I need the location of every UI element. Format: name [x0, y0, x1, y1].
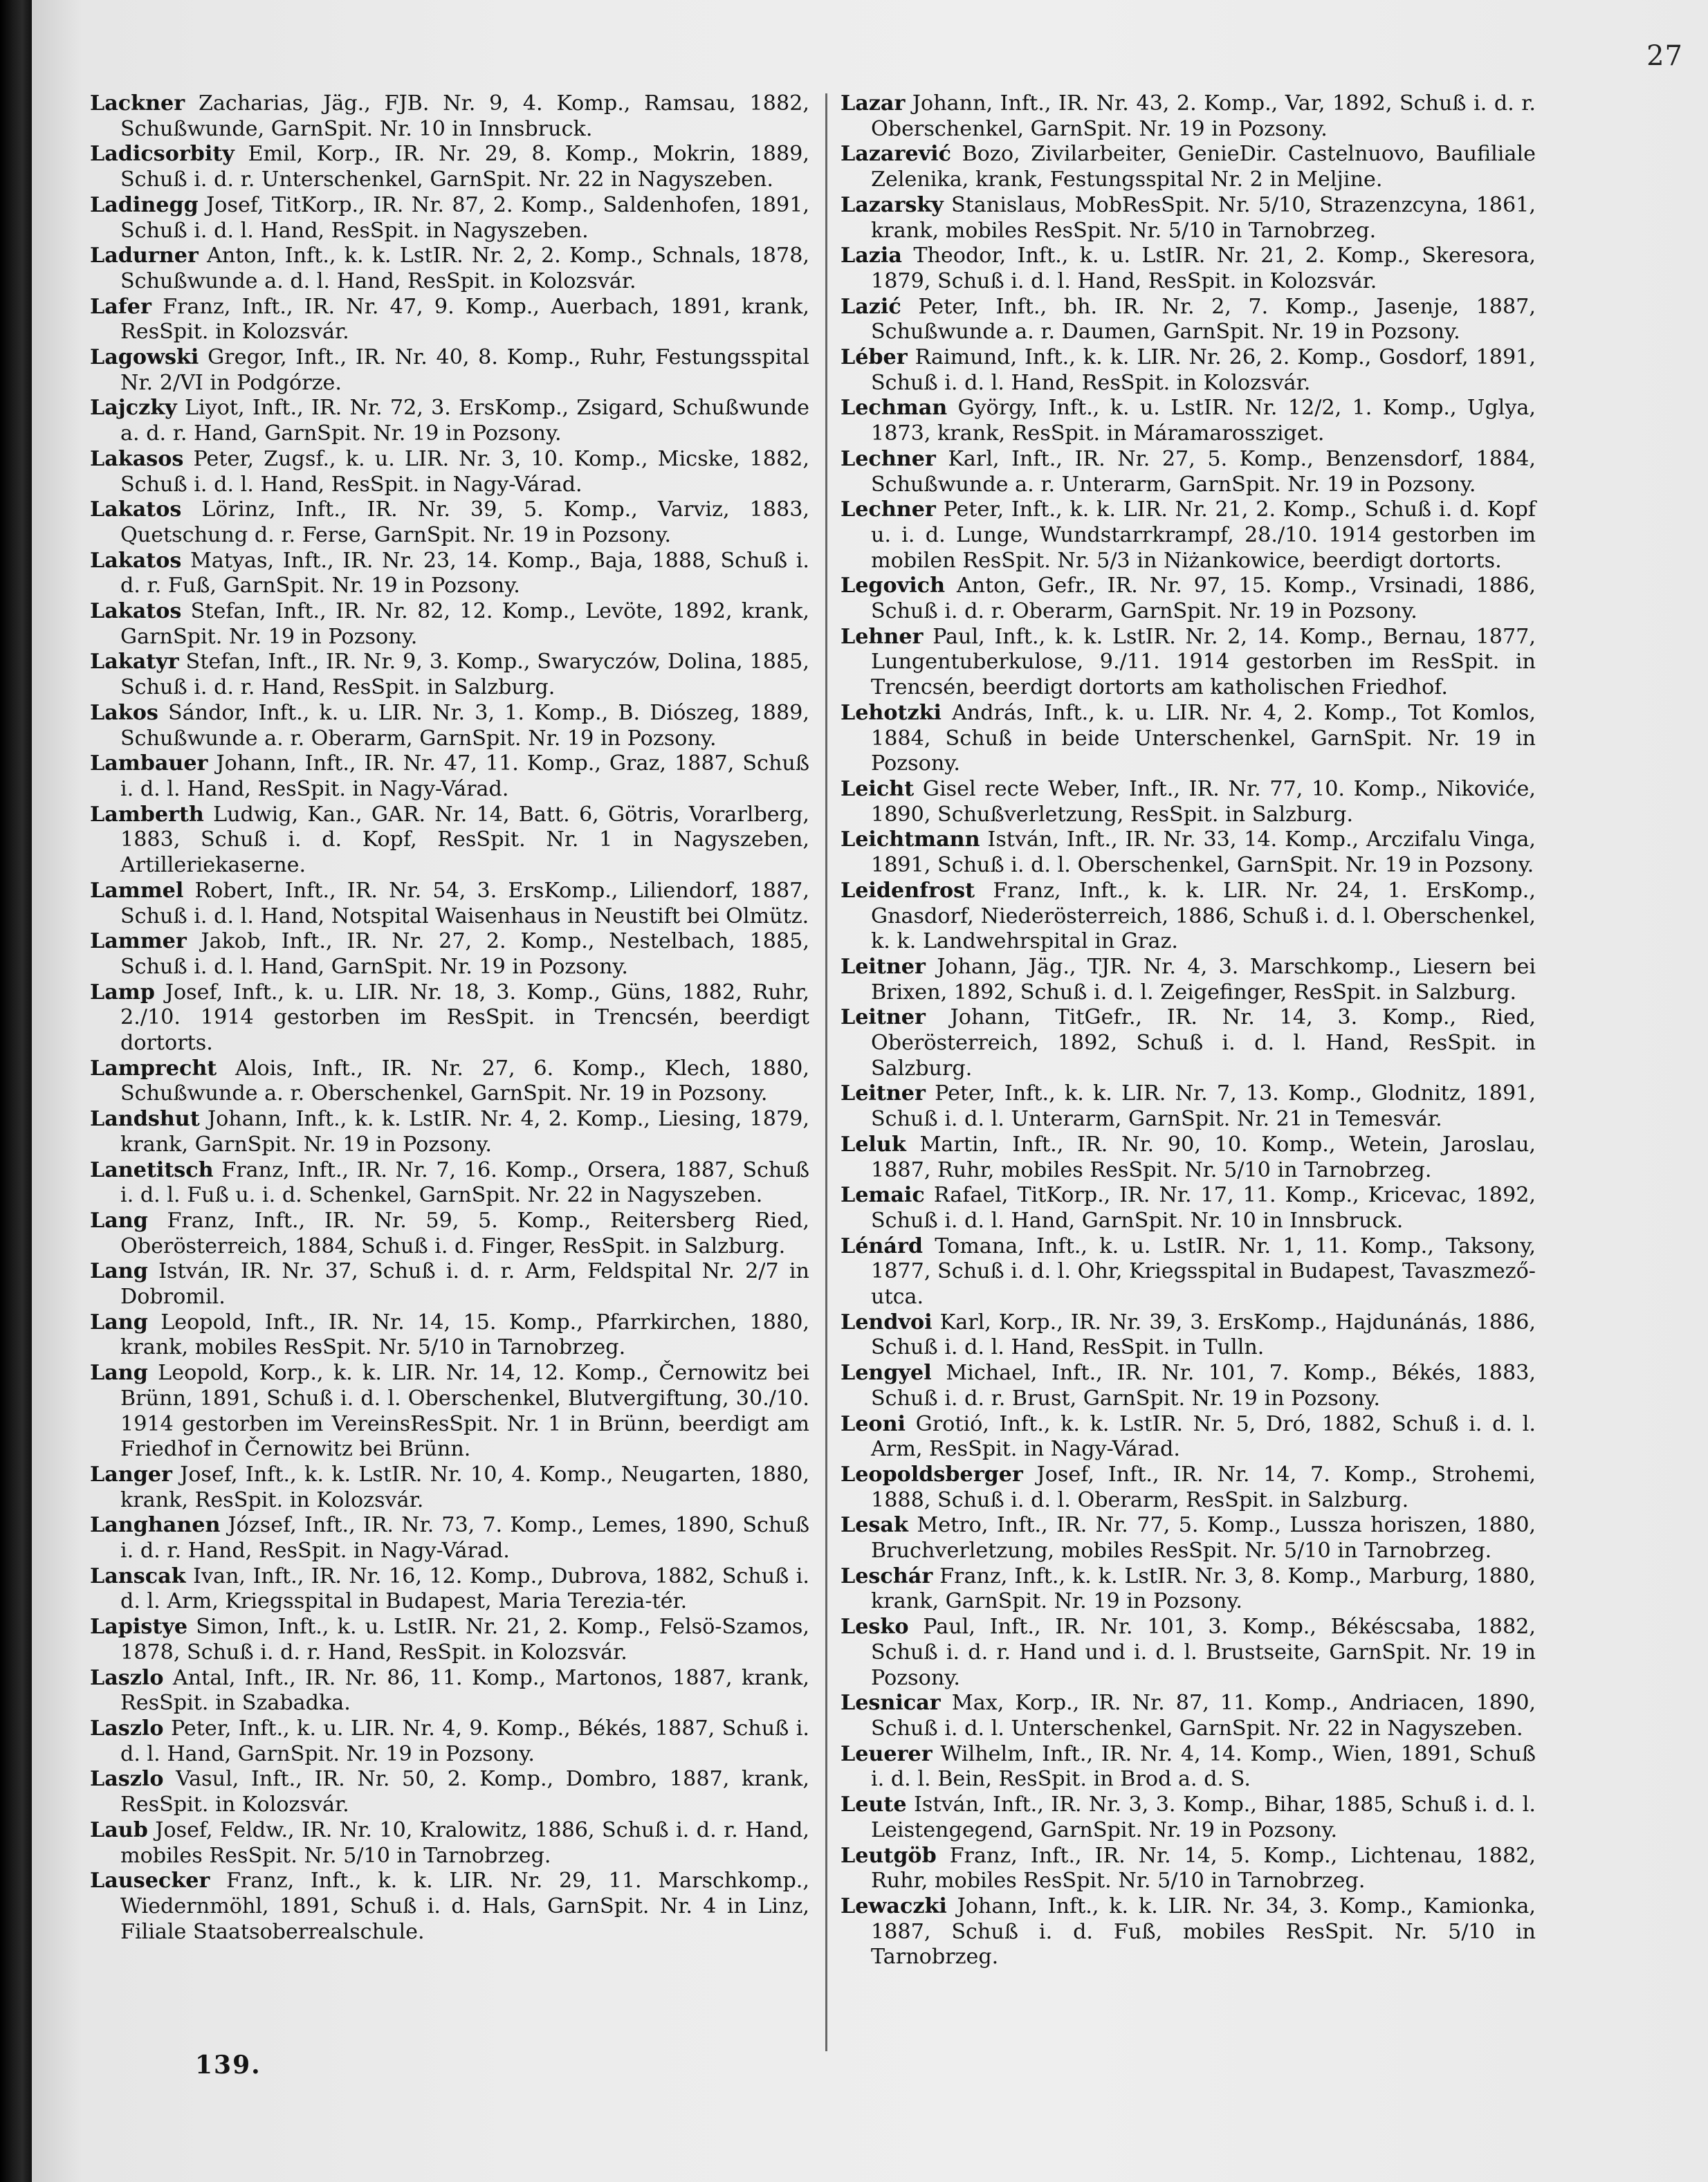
- entry-details: Anton, Gefr., IR. Nr. 97, 15. Komp., Vrsinadi, 1886, Schuß i. d. r. Oberarm, GarnSpit. Nr. 19 in Pozsony.: [871, 574, 1536, 624]
- entry-surname: Leicht: [841, 776, 915, 801]
- register-entry: [841, 244, 1536, 294]
- entry-details: Johann, Inft., k. k. LIR. Nr. 34, 3. Komp., Kamionka, 1887, Schuß i. d. Fuß, mobiles ResSpit. Nr. 5/10 in Tarnobrzeg.: [871, 1894, 1536, 1970]
- register-entry: [841, 1513, 1536, 1564]
- entry-surname: Ladicsorbity: [90, 142, 235, 167]
- entry-surname: Lamberth: [90, 802, 204, 827]
- register-entry: [90, 1767, 809, 1817]
- entry-surname: Laszlo: [90, 1767, 164, 1792]
- entry-surname: Leopoldsberger: [841, 1462, 1023, 1487]
- register-entry: [841, 1844, 1536, 1894]
- footer-number: 139.: [195, 2051, 261, 2080]
- entry-surname: Leitner: [841, 1081, 926, 1106]
- entry-details: Franz, Inft., k. k. LstIR. Nr. 3, 8. Komp., Marburg, 1880, krank, GarnSpit. Nr. 19 in Pozsony.: [871, 1564, 1536, 1614]
- entry-details: Franz, Inft., IR. Nr. 7, 16. Komp., Orsera, 1887, Schuß i. d. l. Fuß u. i. d. Schenkel, GarnSpit. Nr. 22 in Nagyszeben.: [120, 1157, 809, 1208]
- register-entry: [841, 574, 1536, 624]
- entry-surname: Lechner: [841, 446, 936, 471]
- register-entry: [841, 142, 1536, 192]
- register-entry: [841, 625, 1536, 701]
- entry-details: Johann, Inft., IR. Nr. 47, 11. Komp., Graz, 1887, Schuß i. d. l. Hand, ResSpit. in Nagy-Várad.: [120, 751, 809, 801]
- entry-surname: Lamp: [90, 980, 155, 1005]
- entry-details: Josef, Inft., IR. Nr. 14, 7. Komp., Strohemi, 1888, Schuß i. d. l. Oberarm, ResSpit. in Salzburg.: [871, 1462, 1536, 1512]
- column-divider: [825, 93, 827, 2051]
- register-entry: [90, 1716, 809, 1767]
- entry-surname: Leitner: [841, 1005, 926, 1030]
- register-entry: [841, 827, 1536, 878]
- register-entry: [90, 244, 809, 294]
- register-entry: [90, 1158, 809, 1209]
- entry-surname: Leuerer: [841, 1741, 933, 1766]
- entry-surname: Lakasos: [90, 446, 184, 471]
- entry-surname: Legovich: [841, 574, 946, 598]
- entry-surname: Lendvoi: [841, 1310, 933, 1335]
- register-entry: [90, 193, 809, 244]
- entry-details: Leopold, Inft., IR. Nr. 14, 15. Komp., Pfarrkirchen, 1880, krank, mobiles ResSpit. Nr. 5/10 in Tarnobrzeg.: [120, 1310, 809, 1360]
- register-entry: [90, 701, 809, 751]
- entry-details: Ivan, Inft., IR. Nr. 16, 12. Komp., Dubrova, 1882, Schuß i. d. l. Arm, Kriegsspital in Budapest, Maria Terezia-tér.: [120, 1564, 809, 1614]
- register-entry: [90, 497, 809, 548]
- entry-details: Karl, Inft., IR. Nr. 27, 5. Komp., Benzensdorf, 1884, Schußwunde a. r. Unterarm, GarnSpit. Nr. 19 in Pozsony.: [871, 446, 1536, 497]
- register-entry: [841, 1234, 1536, 1310]
- entry-details: Johann, Inft., k. k. LstIR. Nr. 4, 2. Komp., Liesing, 1879, krank, GarnSpit. Nr. 19 in Pozsony.: [120, 1107, 809, 1157]
- entry-surname: Lazarević: [841, 142, 951, 167]
- entry-surname: Lemaic: [841, 1183, 925, 1208]
- entry-surname: Lesnicar: [841, 1691, 941, 1716]
- entry-details: Johann, TitGefr., IR. Nr. 14, 3. Komp., Ried, Oberösterreich, 1892, Schuß i. d. l. Hand, ResSpit. in Salzburg.: [871, 1005, 1536, 1081]
- entry-details: Zacharias, Jäg., FJB. Nr. 9, 4. Komp., Ramsau, 1882, Schußwunde, GarnSpit. Nr. 10 in Innsbruck.: [120, 91, 809, 141]
- entry-surname: Lackner: [90, 91, 185, 116]
- register-entry: [841, 1691, 1536, 1741]
- entry-surname: Langer: [90, 1462, 172, 1487]
- entry-details: Peter, Zugsf., k. u. LIR. Nr. 3, 10. Komp., Micske, 1882, Schuß i. d. l. Hand, ResSpit. in Nagy-Várad.: [120, 446, 809, 497]
- right-column: [841, 91, 1536, 1970]
- register-entry: [841, 345, 1536, 396]
- entry-surname: Lénárd: [841, 1234, 923, 1258]
- entry-surname: Lazar: [841, 91, 906, 116]
- entry-surname: Leitner: [841, 954, 926, 979]
- entry-details: Stefan, Inft., IR. Nr. 9, 3. Komp., Swaryczów, Dolina, 1885, Schuß i. d. r. Hand, ResSpit. in Salzburg.: [120, 650, 809, 700]
- entry-surname: Lazić: [841, 294, 901, 319]
- entry-surname: Lammel: [90, 878, 184, 903]
- entry-details: Sándor, Inft., k. u. LIR. Nr. 3, 1. Komp., B. Diószeg, 1889, Schußwunde a. r. Oberarm, GarnSpit. Nr. 19 in Pozsony.: [120, 700, 809, 751]
- register-entry: [90, 1666, 809, 1716]
- register-entry: [841, 879, 1536, 955]
- register-entry: [90, 549, 809, 599]
- entry-details: Peter, Inft., k. k. LIR. Nr. 7, 13. Komp., Glodnitz, 1891, Schuß i. d. l. Unterarm, GarnSpit. Nr. 21 in Temesvár.: [871, 1081, 1536, 1132]
- entry-surname: Leidenfrost: [841, 878, 975, 903]
- register-entry: [90, 599, 809, 650]
- entry-details: Paul, Inft., IR. Nr. 101, 3. Komp., Békéscsaba, 1882, Schuß i. d. r. Hand und i. d. l. Brustseite, GarnSpit. Nr. 19 in Pozsony.: [871, 1615, 1536, 1690]
- register-entry: [90, 1513, 809, 1564]
- entry-surname: Laub: [90, 1817, 148, 1842]
- entry-surname: Leoni: [841, 1411, 906, 1436]
- entry-details: Michael, Inft., IR. Nr. 101, 7. Komp., Békés, 1883, Schuß i. d. r. Brust, GarnSpit. Nr. 19 in Pozsony.: [871, 1361, 1536, 1411]
- entry-details: Gisel recte Weber, Inft., IR. Nr. 77, 10. Komp., Nikoviće, 1890, Schußverletzung, ResSpit. in Salzburg.: [871, 776, 1536, 827]
- entry-surname: Lang: [90, 1310, 148, 1335]
- entry-surname: Ladurner: [90, 244, 199, 268]
- entry-surname: Leschár: [841, 1564, 933, 1588]
- entry-details: Stefan, Inft., IR. Nr. 82, 12. Komp., Levöte, 1892, krank, GarnSpit. Nr. 19 in Pozsony.: [120, 599, 809, 649]
- register-entry: [90, 1463, 809, 1513]
- register-entry: [90, 91, 809, 142]
- register-entry: [841, 91, 1536, 142]
- entry-surname: Lehotzki: [841, 700, 942, 725]
- entry-details: Josef, Feldw., IR. Nr. 10, Kralowitz, 1886, Schuß i. d. r. Hand, mobiles ResSpit. Nr. 5/10 in Tarnobrzeg.: [120, 1817, 809, 1868]
- entry-surname: Ladinegg: [90, 192, 199, 217]
- register-entry: [90, 1209, 809, 1259]
- register-entry: [841, 777, 1536, 827]
- entry-details: József, Inft., IR. Nr. 73, 7. Komp., Lemes, 1890, Schuß i. d. r. Hand, ResSpit. in Nagy-Várad.: [120, 1513, 809, 1564]
- entry-details: Rafael, TitKorp., IR. Nr. 17, 11. Komp., Kricevac, 1892, Schuß i. d. l. Hand, GarnSpit. Nr. 10 in Innsbruck.: [871, 1183, 1536, 1233]
- register-entry: [90, 751, 809, 802]
- entry-surname: Lechner: [841, 497, 936, 522]
- entry-surname: Lang: [90, 1259, 148, 1284]
- register-entry: [90, 345, 809, 396]
- entry-details: Franz, Inft., k. k. LIR. Nr. 29, 11. Marschkomp., Wiedernmöhl, 1891, Schuß i. d. Hals, GarnSpit. Nr. 4 in Linz, Filiale Staatsoberrealschule.: [120, 1869, 809, 1944]
- register-entry: [90, 295, 809, 345]
- register-entry: [841, 1894, 1536, 1970]
- entry-surname: Lanetitsch: [90, 1157, 214, 1182]
- entry-surname: Lakatos: [90, 599, 182, 624]
- entry-surname: Leute: [841, 1793, 907, 1817]
- register-entry: [90, 142, 809, 192]
- register-entry: [90, 1259, 809, 1310]
- register-entry: [841, 1793, 1536, 1843]
- entry-details: Josef, Inft., k. u. LIR. Nr. 18, 3. Komp., Güns, 1882, Ruhr, 2./10. 1914 gestorben im ResSpit. in Trencsén, beerdigt dortorts.: [120, 980, 809, 1056]
- register-entry: [841, 295, 1536, 345]
- entry-surname: Lesko: [841, 1615, 909, 1640]
- entry-details: Franz, Inft., k. k. LIR. Nr. 24, 1. ErsKomp., Gnasdorf, Niederösterreich, 1886, Schuß i. d. l. Oberschenkel, k. k. Landwehrspital in Graz.: [871, 878, 1536, 954]
- entry-details: András, Inft., k. u. LIR. Nr. 4, 2. Komp., Tot Komlos, 1884, Schuß in beide Unterschenkel, GarnSpit. Nr. 19 in Pozsony.: [871, 700, 1536, 776]
- entry-details: Stanislaus, MobResSpit. Nr. 5/10, Strazenzcyna, 1861, krank, mobiles ResSpit. Nr. 5/10 in Tarnobrzeg.: [871, 192, 1536, 243]
- entry-details: Simon, Inft., k. u. LstIR. Nr. 21, 2. Komp., Felsö-Szamos, 1878, Schuß i. d. r. Hand, ResSpit. in Kolozsvár.: [120, 1615, 809, 1665]
- register-entry: [841, 701, 1536, 777]
- entry-surname: Lajczky: [90, 396, 177, 421]
- entry-surname: Lafer: [90, 294, 151, 319]
- entry-details: Johann, Inft., IR. Nr. 43, 2. Komp., Var, 1892, Schuß i. d. r. Oberschenkel, GarnSpit. Nr. 19 in Pozsony.: [871, 91, 1536, 141]
- entry-surname: Lagowski: [90, 345, 199, 370]
- entry-details: Vasul, Inft., IR. Nr. 50, 2. Komp., Dombro, 1887, krank, ResSpit. in Kolozsvár.: [120, 1767, 809, 1817]
- register-entry: [90, 803, 809, 879]
- entry-surname: Lakatos: [90, 497, 182, 522]
- entry-details: Robert, Inft., IR. Nr. 54, 3. ErsKomp., Liliendorf, 1887, Schuß i. d. l. Hand, Notspital Waisenhaus in Neustift bei Olmütz.: [120, 878, 809, 928]
- entry-details: Grotió, Inft., k. k. LstIR. Nr. 5, Dró, 1882, Schuß i. d. l. Arm, ResSpit. in Nagy-Várad.: [871, 1411, 1536, 1462]
- entry-details: Karl, Korp., IR. Nr. 39, 3. ErsKomp., Hajdunánás, 1886, Schuß i. d. l. Hand, ResSpit. in Tulln.: [871, 1310, 1536, 1360]
- entry-surname: Lang: [90, 1361, 148, 1386]
- register-entry: [841, 497, 1536, 574]
- entry-details: Ludwig, Kan., GAR. Nr. 14, Batt. 6, Götris, Vorarlberg, 1883, Schuß i. d. Kopf, ResSpit. Nr. 1 in Nagyszeben, Artilleriekaserne.: [120, 802, 809, 878]
- entry-details: Martin, Inft., IR. Nr. 90, 10. Komp., Wetein, Jaroslau, 1887, Ruhr, mobiles ResSpit. Nr. 5/10 in Tarnobrzeg.: [871, 1132, 1536, 1182]
- register-entry: [90, 1564, 809, 1615]
- register-entry: [841, 396, 1536, 446]
- entry-details: Peter, Inft., k. u. LIR. Nr. 4, 9. Komp., Békés, 1887, Schuß i. d. l. Hand, GarnSpit. Nr. 19 in Pozsony.: [120, 1716, 809, 1766]
- register-entry: [841, 1564, 1536, 1615]
- entry-details: Max, Korp., IR. Nr. 87, 11. Komp., Andriacen, 1890, Schuß i. d. l. Unterschenkel, GarnSpit. Nr. 22 in Nagyszeben.: [871, 1691, 1536, 1741]
- entry-details: Jakob, Inft., IR. Nr. 27, 2. Komp., Nestelbach, 1885, Schuß i. d. l. Hand, GarnSpit. Nr. 19 in Pozsony.: [120, 929, 809, 979]
- page-number: 27: [1646, 40, 1683, 72]
- entry-surname: Lakatyr: [90, 650, 179, 675]
- entry-surname: Lammer: [90, 929, 187, 954]
- register-entry: [90, 929, 809, 980]
- entry-surname: Lakos: [90, 700, 158, 725]
- register-entry: [841, 955, 1536, 1005]
- entry-details: Peter, Inft., bh. IR. Nr. 2, 7. Komp., Jasenje, 1887, Schußwunde a. r. Daumen, GarnSpit. Nr. 19 in Pozsony.: [871, 294, 1536, 345]
- entry-details: Josef, Inft., k. k. LstIR. Nr. 10, 4. Komp., Neugarten, 1880, krank, ResSpit. in Kolozsvár.: [120, 1462, 809, 1512]
- register-entry: [90, 879, 809, 929]
- register-entry: [90, 396, 809, 446]
- register-entry: [841, 1463, 1536, 1513]
- register-entry: [90, 1310, 809, 1361]
- entry-details: Theodor, Inft., k. u. LstIR. Nr. 21, 2. Komp., Skeresora, 1879, Schuß i. d. l. Hand, ResSpit. in Kolozsvár.: [871, 244, 1536, 293]
- register-entry: [90, 1056, 809, 1107]
- entry-details: Franz, Inft., IR. Nr. 47, 9. Komp., Auerbach, 1891, krank, ResSpit. in Kolozsvár.: [120, 294, 809, 345]
- register-entry: [841, 1412, 1536, 1463]
- register-entry: [90, 447, 809, 497]
- entry-details: Metro, Inft., IR. Nr. 77, 5. Komp., Lussza horiszen, 1880, Bruchverletzung, mobiles ResSpit. Nr. 5/10 in Tarnobrzeg.: [871, 1513, 1536, 1564]
- entry-details: Antal, Inft., IR. Nr. 86, 11. Komp., Martonos, 1887, krank, ResSpit. in Szabadka.: [120, 1665, 809, 1716]
- register-entry: [841, 447, 1536, 497]
- entry-details: István, Inft., IR. Nr. 3, 3. Komp., Bihar, 1885, Schuß i. d. l. Leistengegend, GarnSpit. Nr. 19 in Pozsony.: [871, 1793, 1536, 1842]
- entry-surname: Lambauer: [90, 751, 208, 776]
- entry-surname: Lapistye: [90, 1615, 188, 1640]
- register-entry: [90, 1869, 809, 1945]
- entry-details: Franz, Inft., IR. Nr. 14, 5. Komp., Lichtenau, 1882, Ruhr, mobiles ResSpit. Nr. 5/10 in Tarnobrzeg.: [871, 1843, 1536, 1894]
- left-column: [90, 91, 809, 1945]
- register-entry: [90, 1615, 809, 1665]
- entry-surname: Laszlo: [90, 1665, 164, 1690]
- register-entry: [841, 1183, 1536, 1234]
- entry-surname: Leichtmann: [841, 827, 980, 852]
- entry-details: Emil, Korp., IR. Nr. 29, 8. Komp., Mokrin, 1889, Schuß i. d. r. Unterschenkel, GarnSpit. Nr. 22 in Nagyszeben.: [120, 142, 809, 192]
- entry-details: Anton, Inft., k. k. LstIR. Nr. 2, 2. Komp., Schnals, 1878, Schußwunde a. d. l. Hand, ResSpit. in Kolozsvár.: [120, 244, 809, 293]
- entry-surname: Laszlo: [90, 1716, 164, 1741]
- register-entry: [841, 193, 1536, 244]
- entry-surname: Landshut: [90, 1107, 200, 1132]
- entry-details: Leopold, Korp., k. k. LIR. Nr. 14, 12. Komp., Černowitz bei Brünn, 1891, Schuß i. d. l. Oberschenkel, Blutvergiftung, 30./10. 1914 gestorben im VereinsResSpit. Nr. 1 in Brünn, beerdigt am Friedhof in Černowitz bei Brünn.: [120, 1361, 809, 1462]
- entry-surname: Lang: [90, 1208, 148, 1233]
- entry-details: Raimund, Inft., k. k. LIR. Nr. 26, 2. Komp., Gosdorf, 1891, Schuß i. d. l. Hand, ResSpit. in Kolozsvár.: [871, 345, 1536, 395]
- register-entry: [841, 1005, 1536, 1081]
- register-entry: [841, 1310, 1536, 1361]
- entry-details: Josef, TitKorp., IR. Nr. 87, 2. Komp., Saldenhofen, 1891, Schuß i. d. l. Hand, ResSpit. in Nagyszeben.: [120, 192, 809, 243]
- entry-surname: Lewaczki: [841, 1894, 947, 1918]
- entry-details: György, Inft., k. u. LstIR. Nr. 12/2, 1. Komp., Uglya, 1873, krank, ResSpit. in Máramarossziget.: [871, 396, 1536, 446]
- entry-details: Tomana, Inft., k. u. LstIR. Nr. 1, 11. Komp., Taksony, 1877, Schuß i. d. l. Ohr, Kriegsspital in Budapest, Tavaszmező-utca.: [871, 1234, 1536, 1310]
- register-entry: [841, 1361, 1536, 1411]
- entry-details: Liyot, Inft., IR. Nr. 72, 3. ErsKomp., Zsigard, Schußwunde a. d. r. Hand, GarnSpit. Nr. 19 in Pozsony.: [120, 396, 809, 446]
- register-entry: [841, 1615, 1536, 1691]
- entry-surname: Lesak: [841, 1513, 908, 1538]
- entry-details: Gregor, Inft., IR. Nr. 40, 8. Komp., Ruhr, Festungsspital Nr. 2/VI in Podgórze.: [120, 345, 809, 395]
- register-entry: [90, 980, 809, 1056]
- register-entry: [841, 1742, 1536, 1793]
- entry-surname: Lengyel: [841, 1361, 932, 1386]
- entry-details: Lörinz, Inft., IR. Nr. 39, 5. Komp., Varviz, 1883, Quetschung d. r. Ferse, GarnSpit. Nr. 19 in Pozsony.: [120, 497, 809, 547]
- entry-surname: Leutgöb: [841, 1843, 937, 1868]
- register-entry: [90, 1818, 809, 1869]
- entry-surname: Lausecker: [90, 1869, 210, 1894]
- entry-details: Wilhelm, Inft., IR. Nr. 4, 14. Komp., Wien, 1891, Schuß i. d. l. Bein, ResSpit. in Brod a. d. S.: [871, 1741, 1536, 1792]
- register-entry: [841, 1133, 1536, 1183]
- entry-details: Matyas, Inft., IR. Nr. 23, 14. Komp., Baja, 1888, Schuß i. d. r. Fuß, GarnSpit. Nr. 19 in Pozsony.: [120, 548, 809, 598]
- register-entry: [841, 1081, 1536, 1132]
- entry-details: Johann, Jäg., TJR. Nr. 4, 3. Marschkomp., Liesern bei Brixen, 1892, Schuß i. d. l. Zeigefinger, ResSpit. in Salzburg.: [871, 954, 1536, 1005]
- entry-surname: Langhanen: [90, 1513, 221, 1538]
- film-edge: [0, 0, 32, 2182]
- entry-surname: Lazia: [841, 244, 902, 268]
- entry-details: Paul, Inft., k. k. LstIR. Nr. 2, 14. Komp., Bernau, 1877, Lungentuberkulose, 9./11. 1914 gestorben im ResSpit. in Trencsén, beerdigt dortorts am katholischen Friedhof.: [871, 624, 1536, 700]
- entry-surname: Lazarsky: [841, 192, 944, 217]
- entry-surname: Lechman: [841, 396, 948, 421]
- register-entry: [90, 1361, 809, 1463]
- register-entry: [90, 1107, 809, 1157]
- entry-surname: Lanscak: [90, 1564, 186, 1588]
- entry-surname: Lehner: [841, 624, 924, 649]
- entry-details: Franz, Inft., IR. Nr. 59, 5. Komp., Reitersberg Ried, Oberösterreich, 1884, Schuß i. d. Finger, ResSpit. in Salzburg.: [120, 1208, 809, 1258]
- entry-surname: Lamprecht: [90, 1056, 217, 1081]
- entry-details: István, Inft., IR. Nr. 33, 14. Komp., Arczifalu Vinga, 1891, Schuß i. d. l. Oberschenkel, GarnSpit. Nr. 19 in Pozsony.: [871, 827, 1536, 878]
- entry-surname: Leluk: [841, 1132, 906, 1157]
- entry-details: Alois, Inft., IR. Nr. 27, 6. Komp., Klech, 1880, Schußwunde a. r. Oberschenkel, GarnSpit. Nr. 19 in Pozsony.: [120, 1056, 809, 1106]
- entry-details: Bozo, Zivilarbeiter, GenieDir. Castelnuovo, Baufiliale Zelenika, krank, Festungsspital Nr. 2 in Meljine.: [871, 142, 1536, 192]
- register-entry: [90, 650, 809, 700]
- entry-details: István, IR. Nr. 37, Schuß i. d. r. Arm, Feldspital Nr. 2/7 in Dobromil.: [120, 1259, 809, 1310]
- entry-details: Peter, Inft., k. k. LIR. Nr. 21, 2. Komp., Schuß i. d. Kopf u. i. d. Lunge, Wundstarrkrampf, 28./10. 1914 gestorben im mobilen ResSpit. Nr. 5/3 in Niżankowice, beerdigt dortorts.: [871, 497, 1536, 573]
- entry-surname: Lakatos: [90, 548, 182, 573]
- entry-surname: Léber: [841, 345, 908, 370]
